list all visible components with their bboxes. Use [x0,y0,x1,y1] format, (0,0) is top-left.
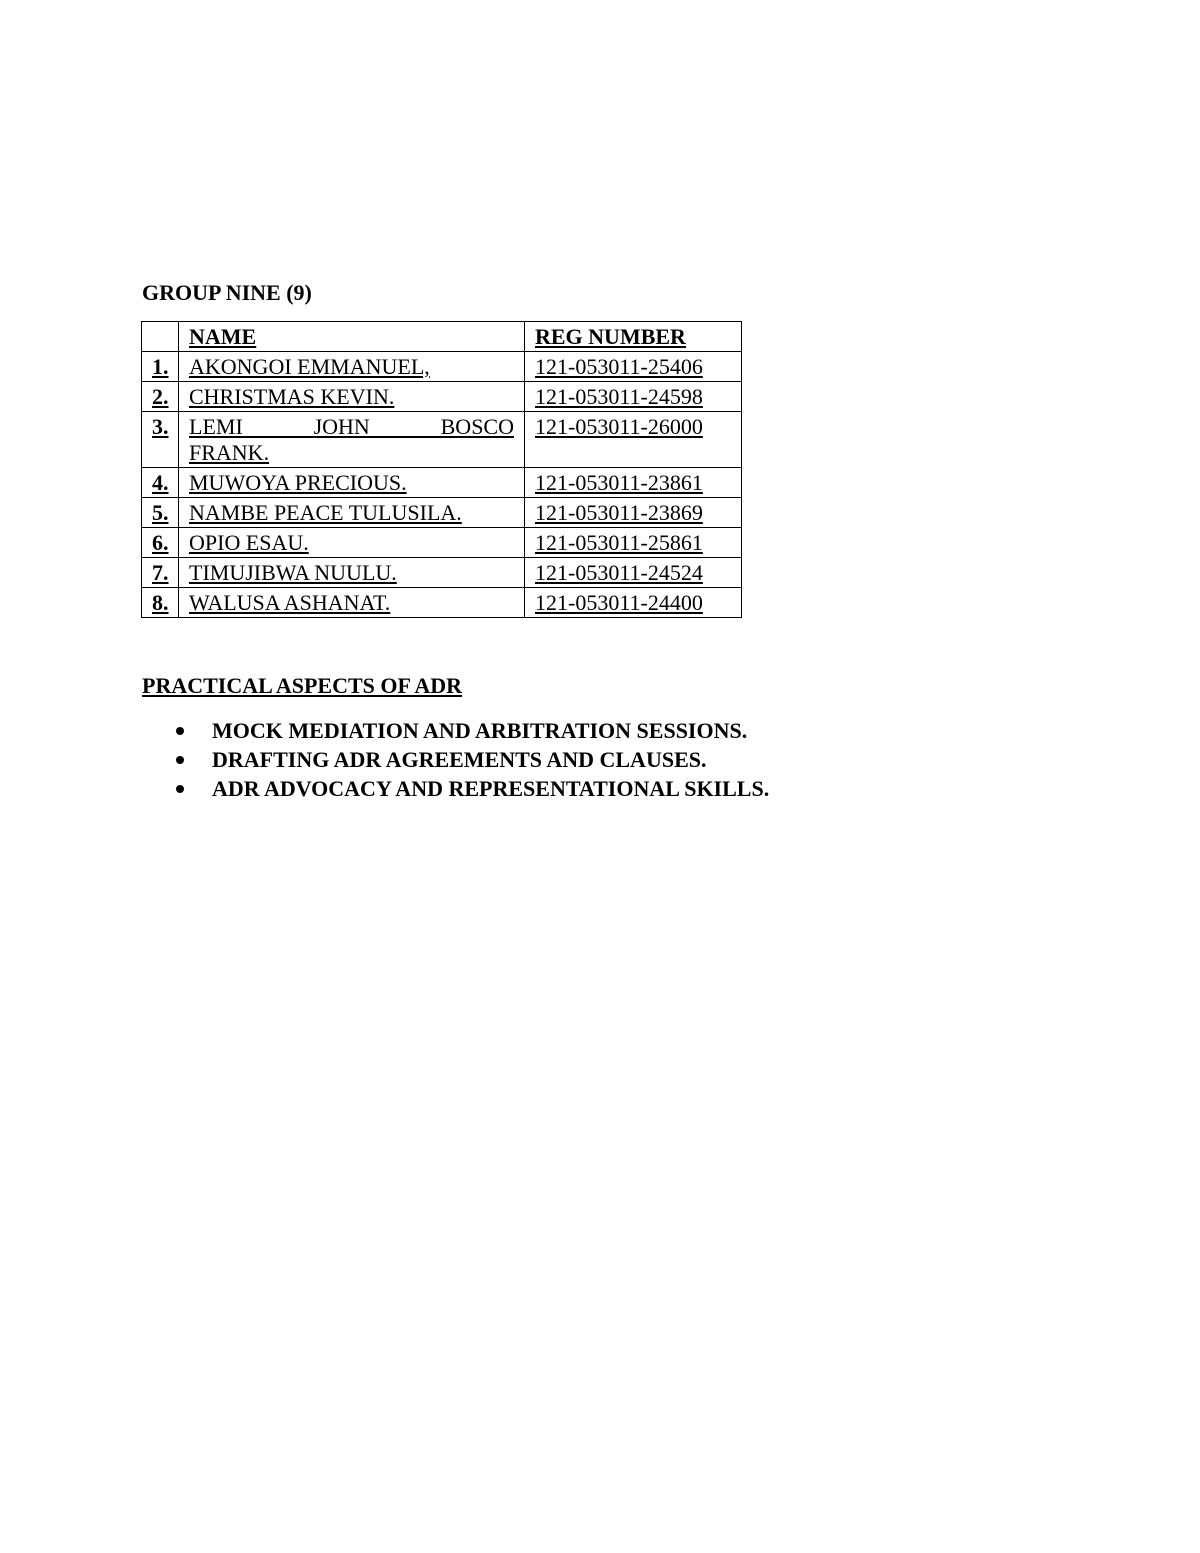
list-item [170,745,769,774]
row-number: 4. [142,468,179,498]
table-row [142,558,742,588]
member-name-line-2: FRANK. [189,440,270,465]
table-row [142,588,742,618]
table-row [142,412,742,468]
table-header-row [142,322,742,352]
header-name-cell: NAME [179,322,525,352]
aspects-list [170,716,769,803]
member-name: OPIO ESAU. [179,528,525,558]
list-item [170,716,769,745]
member-name: AKONGOI EMMANUEL, [179,352,525,382]
group-title: GROUP NINE (9) [142,280,312,305]
table-row [142,498,742,528]
header-reg-number-cell: REG NUMBER [525,322,742,352]
table-row [142,468,742,498]
member-reg-number: 121-053011-25861 [525,528,742,558]
bullet-icon [176,785,184,793]
member-name [179,412,525,468]
member-reg-number: 121-053011-24524 [525,558,742,588]
member-reg-number: 121-053011-24400 [525,588,742,618]
member-reg-number: 121-053011-24598 [525,382,742,412]
row-number: 3. [142,412,179,468]
member-name: MUWOYA PRECIOUS. [179,468,525,498]
list-item [170,774,769,803]
row-number: 6. [142,528,179,558]
list-item-text: ADR ADVOCACY AND REPRESENTATIONAL SKILLS. [212,776,770,801]
member-reg-number: 121-053011-25406 [525,352,742,382]
member-name: NAMBE PEACE TULUSILA. [179,498,525,528]
row-number: 5. [142,498,179,528]
table-row [142,352,742,382]
row-number: 1. [142,352,179,382]
member-reg-number: 121-053011-23869 [525,498,742,528]
table-row [142,528,742,558]
member-name: TIMUJIBWA NUULU. [179,558,525,588]
row-number: 2. [142,382,179,412]
table-row [142,382,742,412]
member-reg-number: 121-053011-23861 [525,468,742,498]
list-item-text: MOCK MEDIATION AND ARBITRATION SESSIONS. [212,718,748,743]
bullet-icon [176,727,184,735]
member-name: CHRISTMAS KEVIN. [179,382,525,412]
section-heading: PRACTICAL ASPECTS OF ADR [142,673,463,698]
list-item-text: DRAFTING ADR AGREEMENTS AND CLAUSES. [212,747,707,772]
member-reg-number: 121-053011-26000 [525,412,742,468]
member-name-line-1: LEMI JOHN BOSCO [189,414,514,439]
bullet-icon [176,756,184,764]
member-name: WALUSA ASHANAT. [179,588,525,618]
header-number-cell [142,322,179,352]
row-number: 8. [142,588,179,618]
members-table [141,321,742,618]
row-number: 7. [142,558,179,588]
